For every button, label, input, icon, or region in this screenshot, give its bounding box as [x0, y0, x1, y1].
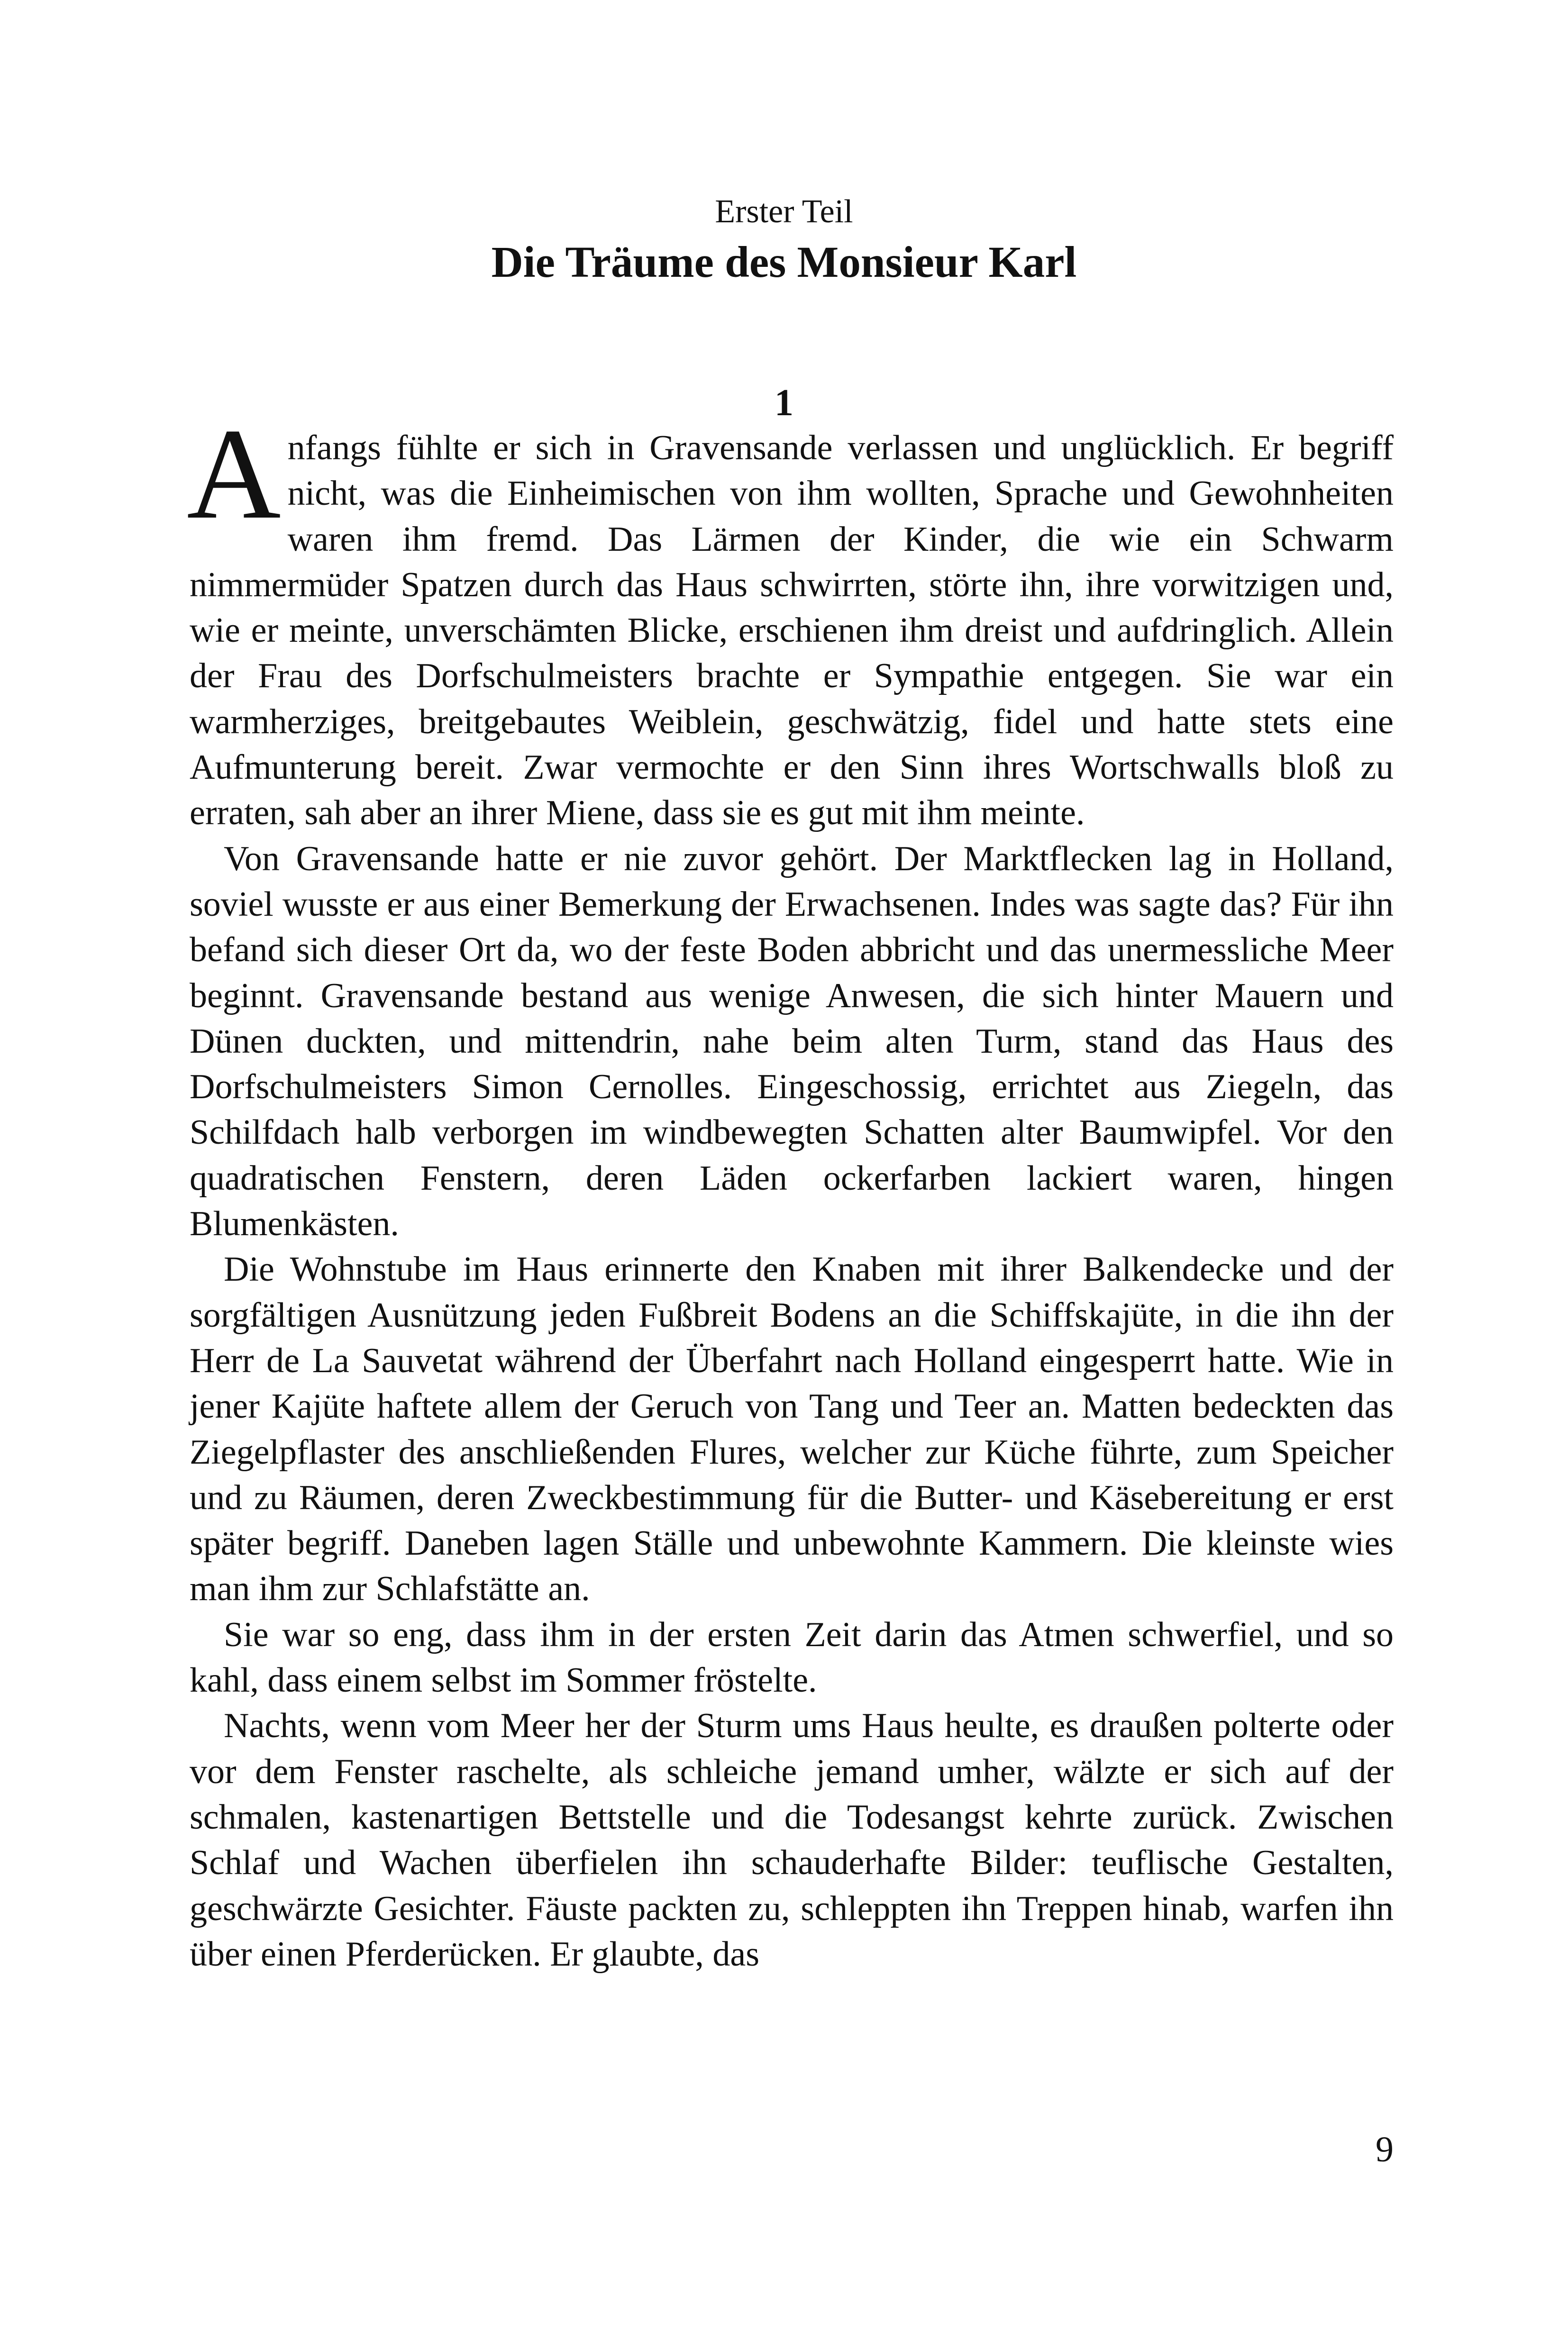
part-label: Erster Teil [715, 193, 853, 230]
paragraph-5: Nachts, wenn vom Meer her der Sturm ums Haus heulte, es draußen polterte oder vor dem Fenster raschelte, als schleiche jemand umher, wälzte er sich auf der schmalen, kastenartigen Bettstelle und die Todesangst kehrte zurück. Zwischen Schlaf und Wachen überfielen ihn schauderhafte Bilder: teuflische Gestalten, geschwärzte Gesichter. Fäuste packten zu, schleppten ihn Treppen hinab, warfen ihn über einen Pferderücken. Er glaubte, das [190, 1706, 1394, 1974]
chapter-number: 1 [775, 382, 793, 424]
paragraph-1 [187, 402, 1394, 836]
part-title: Die Träume des Monsieur Karl [491, 238, 1077, 287]
paragraph-2: Von Gravensande hatte er nie zuvor gehört. Der Marktflecken lag in Holland, soviel wusste er aus einer Bemerkung der Erwachsenen. Indes was sagte das? Für ihn befand sich dieser Ort da, wo der feste Boden abbricht und das unermessliche Meer beginnt. Gravensande bestand aus wenige Anwesen, die sich hinter Mauern und Dünen duckten, und mittendrin, nahe beim alten Turm, stand das Haus des Dorfschulmeisters Simon Cernolles. Eingeschossig, errichtet aus Ziegeln, das Schilfdach halb verborgen im windbewegten Schatten alter Baumwipfel. Vor den quadratischen Fenstern, deren Läden ockerfarben lackiert waren, hingen Blumenkästen. [190, 839, 1394, 1244]
paragraph-4: Sie war so eng, dass ihm in der ersten Zeit darin das Atmen schwerfiel, und so kahl, dass einem selbst im Sommer fröstelte. [190, 1615, 1394, 1700]
page-number: 9 [1376, 2130, 1394, 2169]
drop-cap: A [187, 402, 281, 546]
paragraph-text: nfangs fühlte er sich in Gravensande verlassen und unglücklich. Er begriff nicht, was die Einheimischen von ihm wollten, Sprache und Gewohnheiten waren ihm fremd. Das Lärmen der Kinder, die wie ein Schwarm nimmermüder Spatzen durch das Haus schwirrten, störte ihn, ihre vorwitzigen und, wie er meinte, unverschämten Blicke, erschienen ihm dreist und aufdringlich. Allein der Frau des Dorfschulmeisters brachte er Sympathie entgegen. Sie war ein warmherziges, breitgebautes Weiblein, geschwätzig, fidel und hatte stets eine Aufmunterung bereit. Zwar vermochte er den Sinn ihres Wortschwalls bloß zu erraten, sah aber an ihrer Miene, dass sie es gut mit ihm meinte. [190, 428, 1394, 833]
paragraph-3: Die Wohnstube im Haus erinnerte den Knaben mit ihrer Balkendecke und der sorgfältigen Ausnützung jeden Fußbreit Bodens an die Schiffskajüte, in die ihn der Herr de La Sauvetat während der Überfahrt nach Holland eingesperrt hatte. Wie in jener Kajüte haftete allem der Geruch von Tang und Teer an. Matten bedeckten das Ziegelpflaster des anschließenden Flures, welcher zur Küche führte, zum Speicher und zu Räumen, deren Zweckbestimmung für die Butter- und Käsebereitung er erst später begriff. Daneben lagen Ställe und unbewohnte Kammern. Die kleinste wies man ihm zur Schlafstätte an. [190, 1250, 1394, 1609]
page-header [0, 190, 1568, 291]
body-text [187, 402, 1394, 1977]
